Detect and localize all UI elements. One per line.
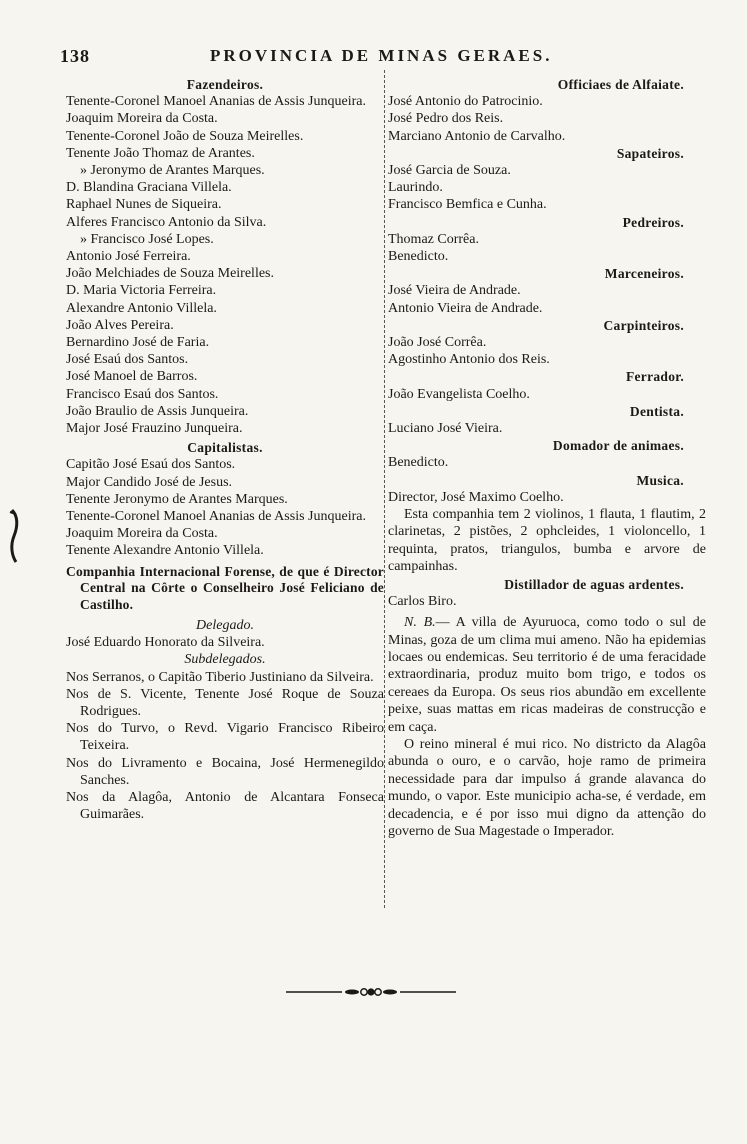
list-item: Francisco Bemfica e Cunha. <box>388 197 547 213</box>
list-item: Major José Frauzino Junqueira. <box>66 421 243 437</box>
list-item: João Alves Pereira. <box>66 317 174 333</box>
page-number: 138 <box>60 46 90 66</box>
list-item: Marciano Antonio de Carvalho. <box>388 128 566 144</box>
list-item: Nos de S. Vicente, Tenente José Roque de Souza Rodrigues. <box>66 686 384 719</box>
list-item: Tenente-Coronel Manoel Ananias de Assis Junqueira. <box>66 509 366 525</box>
list-item: Joaquim Moreira da Costa. <box>66 526 218 542</box>
list-item: Director, José Maximo Coelho. <box>388 489 564 505</box>
list-item: José Eduardo Honorato da Silveira. <box>66 635 265 651</box>
list-item: Luciano José Vieira. <box>388 421 503 437</box>
list-item: Major Candido José de Jesus. <box>66 474 233 490</box>
list-item: José Manoel de Barros. <box>66 369 198 385</box>
list-item: João Braulio de Assis Junqueira. <box>66 403 249 419</box>
list-item: João Melchiades de Souza Meirelles. <box>66 266 274 282</box>
list-item: D. Blandina Graciana Villela. <box>66 180 232 196</box>
list-item: Nos do Livramento e Bocaina, José Hermenegildo Sanches. <box>66 755 384 788</box>
companhia-notice: Companhia Internacional Forense, de que é Director Central na Côrte o Conselheiro José Feliciano de Castilho. <box>66 563 384 612</box>
musica-paragraph: Esta companhia tem 2 violinos, 1 flauta, 1 flautim, 2 clarinetas, 2 pistões, 2 ophcleides, 1 violoncello, 1 requinta, pratos, triangulos, bumba e arvore de campainhas. <box>388 507 706 575</box>
list-item: Antonio José Ferreira. <box>66 249 191 265</box>
list-item: Tenente-Coronel João de Souza Meirelles. <box>66 128 304 144</box>
column-divider <box>384 70 385 908</box>
list-item: José Vieira de Andrade. <box>388 283 521 299</box>
list-item: Alexandre Antonio Villela. <box>66 300 217 316</box>
section-heading-delegado: Delegado. <box>196 617 254 633</box>
list-item: Alferes Francisco Antonio da Silva. <box>66 214 267 230</box>
nb-text: — A villa de Ayuruoca, como todo o sul de Minas, goza de um clima mui ameno. Não ha epidemias locaes ou endemicas. Seu territorio é de uma feracidade extraordinaria, produz muito bom trigo, e todos os cereaes da Europa. Os seus rios abundão em excellente peixe, suas mattas em ricas madeiras de construcção e em caça. <box>388 615 706 735</box>
section-heading-domador: Domador de animaes. <box>552 438 684 454</box>
list-item: Raphael Nunes de Siqueira. <box>66 197 222 213</box>
section-heading-musica: Musica. <box>636 472 684 488</box>
list-item: Francisco Esaú dos Santos. <box>66 386 219 402</box>
section-heading-distillador: Distillador de aguas ardentes. <box>504 576 684 592</box>
list-item: D. Maria Victoria Ferreira. <box>66 283 217 299</box>
section-heading-alfaiate: Officiaes de Alfaiate. <box>557 77 684 92</box>
margin-bracket-icon <box>4 506 24 566</box>
section-heading-carpinteiros: Carpinteiros. <box>603 317 684 333</box>
list-item: Bernardino José de Faria. <box>66 335 210 351</box>
list-item: Thomaz Corrêa. <box>388 231 479 247</box>
ornament-divider-icon <box>286 986 456 998</box>
list-item: Carlos Biro. <box>388 593 457 609</box>
nota-bene-paragraph <box>388 614 706 736</box>
nb-label: N. B. <box>404 615 436 631</box>
running-title: PROVINCIA DE MINAS GERAES. <box>210 46 553 65</box>
section-heading-capitalistas: Capitalistas. <box>187 440 263 456</box>
mineral-paragraph: O reino mineral é mui rico. No districto da Alagôa abunda o ouro, e o carvão, hoje ramo de primeira necessidade para dar impulso á grande alavanca do mundo, o vapor. Este municipio acha-se, é verdade, em decadencia, e é por isso mui digno da attenção do governo de Sua Magestade o Imperador. <box>388 736 706 839</box>
list-item: José Antonio do Patrocinio. <box>388 94 543 110</box>
list-item: Laurindo. <box>388 180 443 196</box>
section-heading-dentista: Dentista. <box>629 403 684 419</box>
section-heading-fazendeiros: Fazendeiros. <box>186 77 264 92</box>
list-item: João José Corrêa. <box>388 335 487 351</box>
list-item: » Jeronymo de Arantes Marques. <box>80 163 265 179</box>
list-item: José Pedro dos Reis. <box>388 111 504 127</box>
list-item: Tenente João Thomaz de Arantes. <box>66 145 255 161</box>
list-item: Nos do Turvo, o Revd. Vigario Francisco Ribeiro Teixeira. <box>66 721 384 754</box>
section-heading-ferrador: Ferrador. <box>625 369 684 385</box>
section-heading-pedreiros: Pedreiros. <box>622 214 684 230</box>
right-column <box>388 76 706 840</box>
list-item: José Esaú dos Santos. <box>66 352 189 368</box>
section-heading-subdelegados: Subdelegados. <box>184 652 266 668</box>
section-heading-marceneiros: Marceneiros. <box>604 266 684 282</box>
list-item: Capitão José Esaú dos Santos. <box>66 457 236 473</box>
list-item: Nos da Alagôa, Antonio de Alcantara Fonseca Guimarães. <box>66 789 384 823</box>
list-item: Nos Serranos, o Capitão Tiberio Justiniano da Silveira. <box>66 669 374 685</box>
page-header <box>60 46 710 72</box>
list-item: José Garcia de Souza. <box>388 163 511 179</box>
section-heading-sapateiros: Sapateiros. <box>616 145 684 161</box>
list-item: Tenente Jeronymo de Arantes Marques. <box>66 491 288 507</box>
list-item: Benedicto. <box>388 249 449 265</box>
list-item: Tenente-Coronel Manoel Ananias de Assis Junqueira. <box>66 94 366 110</box>
list-item: Benedicto. <box>388 455 449 471</box>
left-column <box>66 76 384 823</box>
list-item: Tenente Alexandre Antonio Villela. <box>66 543 264 559</box>
list-item: João Evangelista Coelho. <box>388 386 530 402</box>
list-item: Antonio Vieira de Andrade. <box>388 300 543 316</box>
list-item: » Francisco José Lopes. <box>80 231 214 247</box>
list-item: Joaquim Moreira da Costa. <box>66 111 218 127</box>
list-item: Agostinho Antonio dos Reis. <box>388 352 550 368</box>
